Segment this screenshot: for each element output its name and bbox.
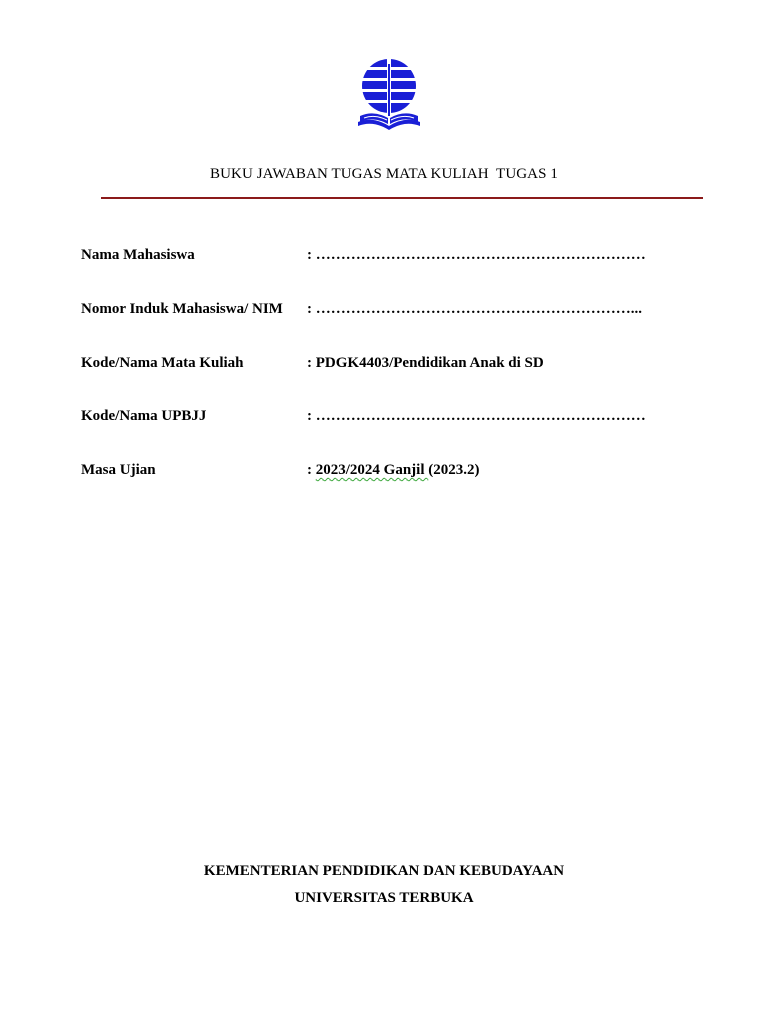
field-label: Kode/Nama Mata Kuliah <box>81 355 244 371</box>
field-mata-kuliah <box>81 355 701 375</box>
field-label: Nomor Induk Mahasiswa/ NIM <box>81 301 283 317</box>
field-value: : ………………………………………………………… <box>307 408 646 424</box>
value-suffix: (2023.2) <box>428 462 480 478</box>
value-prefix: : <box>307 462 316 478</box>
field-nama-mahasiswa <box>81 247 701 267</box>
field-value: : ………………………………………………………… <box>307 247 646 263</box>
field-label: Kode/Nama UPBJJ <box>81 408 207 424</box>
document-title: BUKU JAWABAN TUGAS MATA KULIAH TUGAS 1 <box>209 166 559 182</box>
field-value <box>307 462 480 479</box>
university-logo-icon <box>356 56 422 132</box>
field-label: Masa Ujian <box>81 462 156 478</box>
field-masa-ujian <box>81 462 701 482</box>
title-divider <box>101 197 703 199</box>
footer-university: UNIVERSITAS TERBUKA <box>294 890 474 906</box>
field-upbjj <box>81 408 701 428</box>
spellcheck-underlined-text: 2023/2024 Ganjil <box>315 462 429 478</box>
field-nim <box>81 301 701 321</box>
field-value: : PDGK4403/Pendidikan Anak di SD <box>307 355 544 371</box>
field-label: Nama Mahasiswa <box>81 247 195 263</box>
footer-ministry: KEMENTERIAN PENDIDIKAN DAN KEBUDAYAAN <box>203 863 565 879</box>
field-value: : ………………………………………………………... <box>307 301 642 317</box>
